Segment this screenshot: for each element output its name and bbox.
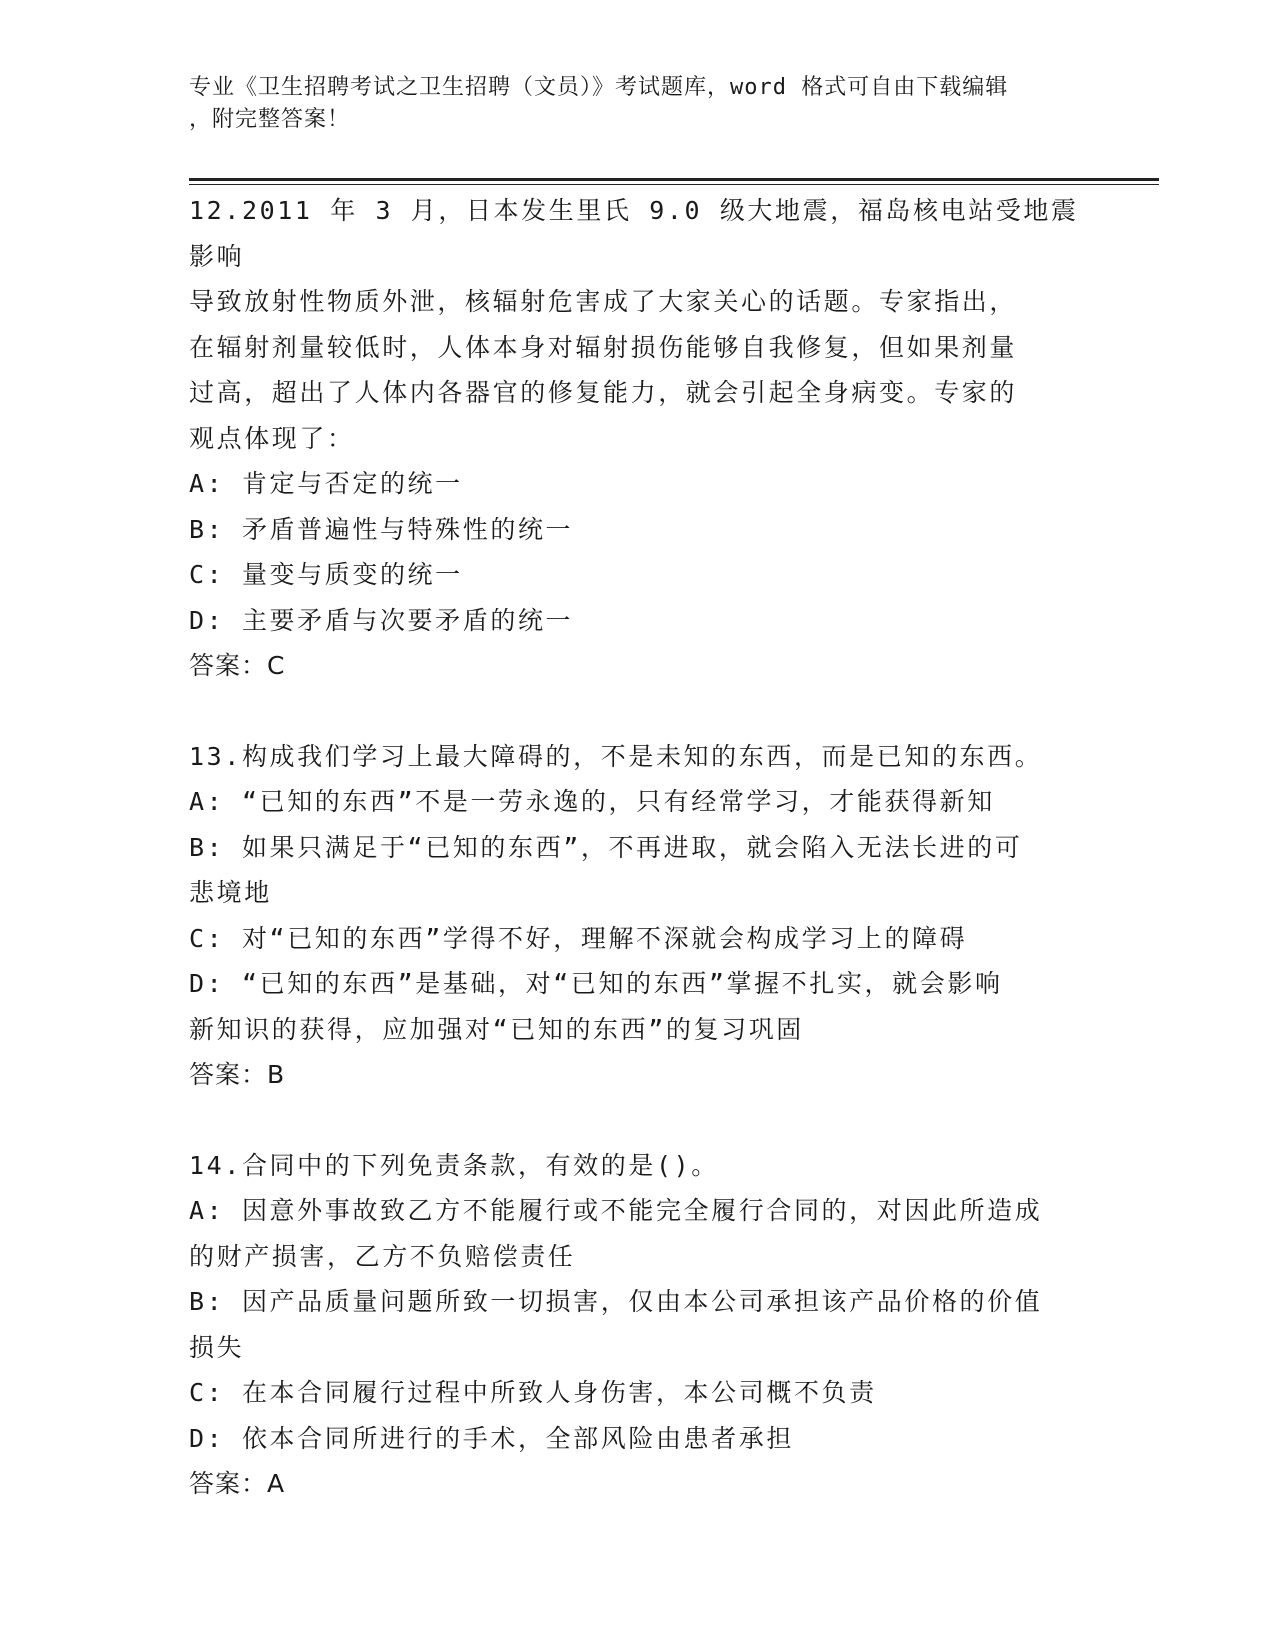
question-stem-line: 观点体现了： xyxy=(189,423,355,453)
header-line-2: ，附完整答案！ xyxy=(189,107,351,132)
option-c: C: 在本合同履行过程中所致人身伤害，本公司概不负责 xyxy=(189,1378,877,1407)
option-a: A: 因意外事故致乙方不能履行或不能完全履行合同的，对因此所造成 xyxy=(189,1196,1043,1225)
option-d-continued: 新知识的获得，应加强对“已知的东西”的复习巩固 xyxy=(189,1014,804,1044)
document-header xyxy=(189,72,1079,136)
question-14 xyxy=(189,1143,1089,1507)
question-list xyxy=(189,188,1089,1552)
header-divider xyxy=(189,178,1159,185)
question-stem-line: 13.构成我们学习上最大障碍的，不是未知的东西，而是已知的东西。 xyxy=(189,741,1043,771)
question-stem-line: 12.2011 年 3 月，日本发生里氏 9.0 级大地震，福岛核电站受地震影响 xyxy=(189,196,1079,271)
question-13 xyxy=(189,734,1089,1098)
option-b-continued: 悲境地 xyxy=(189,878,272,907)
question-stem-line: 14.合同中的下列免责条款，有效的是()。 xyxy=(189,1150,719,1180)
question-12 xyxy=(189,188,1089,689)
option-d: D: “已知的东西”是基础，对“已知的东西”掌握不扎实，就会影响 xyxy=(189,969,1003,998)
option-a-continued: 的财产损害，乙方不负赔偿责任 xyxy=(189,1241,576,1271)
question-stem-line: 过高，超出了人体内各器官的修复能力，就会引起全身病变。专家的 xyxy=(189,378,1018,407)
option-d: D: 主要矛盾与次要矛盾的统一 xyxy=(189,605,574,635)
option-b: B: 如果只满足于“已知的东西”，不再进取，就会陷入无法长进的可 xyxy=(189,832,1023,862)
option-a: A: “已知的东西”不是一劳永逸的，只有经常学习，才能获得新知 xyxy=(189,787,995,816)
answer-label: 答案：C xyxy=(189,651,286,680)
option-c: C: 对“已知的东西”学得不好，理解不深就会构成学习上的障碍 xyxy=(189,923,968,953)
answer-label: 答案：B xyxy=(189,1060,286,1089)
option-c: C: 量变与质变的统一 xyxy=(189,560,463,589)
option-b-continued: 损失 xyxy=(189,1332,245,1362)
header-line-1: 专业《卫生招聘考试之卫生招聘（文员）》考试题库，word 格式可自由下载编辑 xyxy=(189,75,1009,100)
question-stem-line: 在辐射剂量较低时，人体本身对辐射损伤能够自我修复，但如果剂量 xyxy=(189,332,1018,362)
option-a: A: 肯定与否定的统一 xyxy=(189,469,463,498)
option-b: B: 矛盾普遍性与特殊性的统一 xyxy=(189,514,574,544)
option-d: D: 依本合同所进行的手术，全部风险由患者承担 xyxy=(189,1423,794,1453)
question-stem-line: 导致放射性物质外泄，核辐射危害成了大家关心的话题。专家指出， xyxy=(189,287,1018,316)
option-b: B: 因产品质量问题所致一切损害，仅由本公司承担该产品价格的价值 xyxy=(189,1287,1043,1316)
answer-label: 答案：A xyxy=(189,1469,286,1498)
